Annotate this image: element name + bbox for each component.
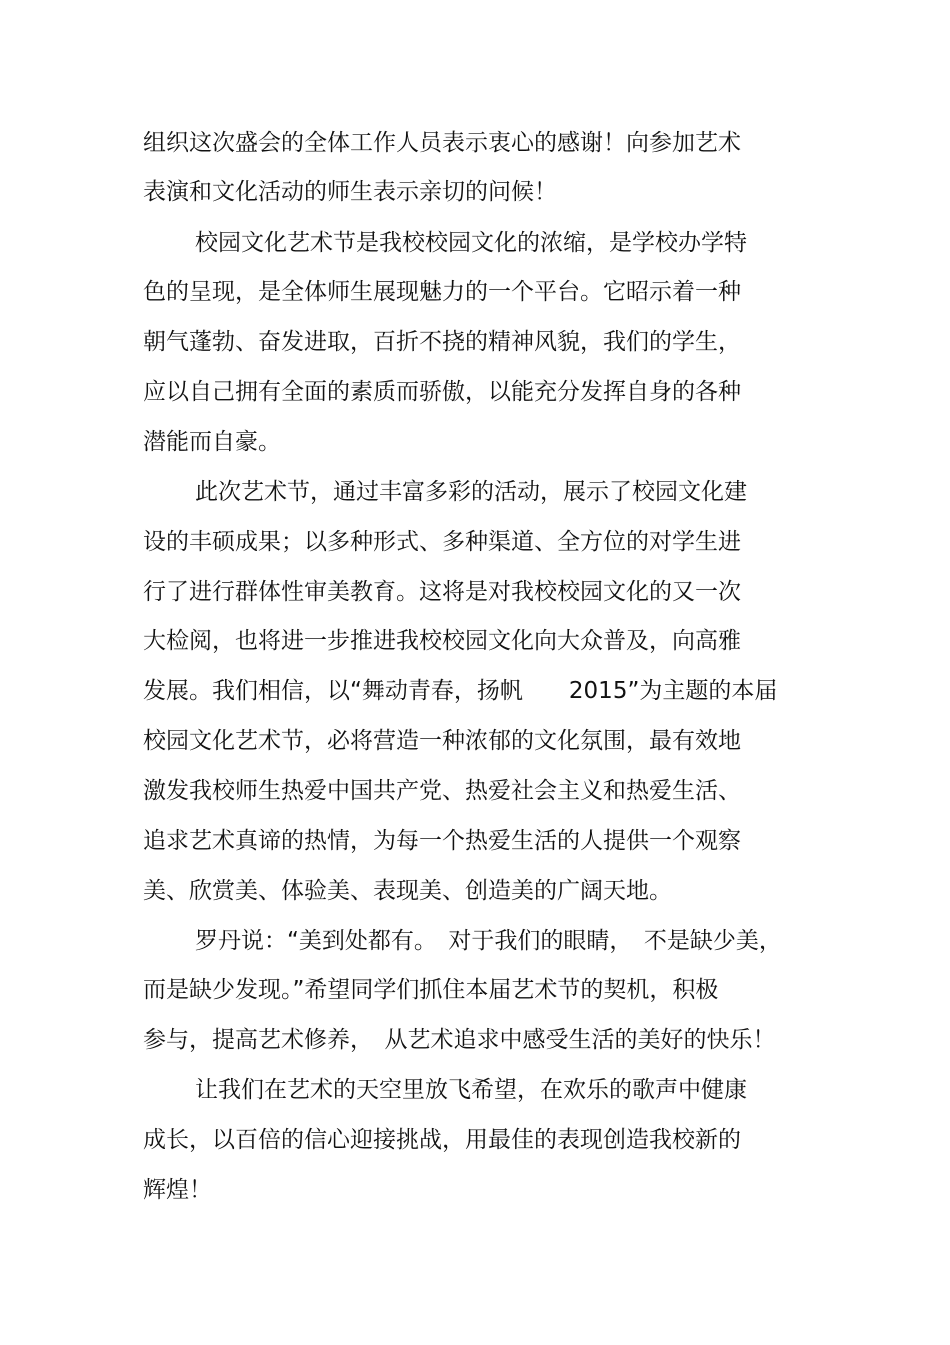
text-line: 激发我校师生热爱中国共产党、热爱社会主义和热爱生活、 <box>143 778 741 804</box>
text-line: 成长，以百倍的信心迎接挑战，用最佳的表现创造我校新的 <box>143 1127 741 1153</box>
text-line: 辉煌！ <box>143 1177 212 1203</box>
text-line: 参与，提高艺术修养， 从艺术追求中感受生活的美好的快乐！ <box>143 1027 776 1053</box>
text-line: 校园文化艺术节，必将营造一种浓郁的文化氛围，最有效地 <box>143 728 741 754</box>
text-line: 组织这次盛会的全体工作人员表示衷心的感谢！向参加艺术 <box>143 130 741 156</box>
text-line: 大检阅，也将进一步推进我校校园文化向大众普及，向高雅 <box>143 628 741 654</box>
text-line: 潜能而自豪。 <box>143 429 281 455</box>
text-line: 追求艺术真谛的热情，为每一个热爱生活的人提供一个观察 <box>143 828 741 854</box>
text-line: 发展。我们相信，以“舞动青春，扬帆 2015”为主题的本届 <box>143 678 778 704</box>
text-line: 设的丰硕成果；以多种形式、多种渠道、全方位的对学生进 <box>143 529 741 555</box>
text-line: 而是缺少发现。”希望同学们抓住本届艺术节的契机，积极 <box>143 977 719 1003</box>
text-line: 美、欣赏美、体验美、表现美、创造美的广阔天地。 <box>143 878 672 904</box>
paragraph-start-line: 此次艺术节，通过丰富多彩的活动，展示了校园文化建 <box>195 479 747 505</box>
text-line: 行了进行群体性审美教育。这将是对我校校园文化的又一次 <box>143 579 741 605</box>
paragraph-start-line: 让我们在艺术的天空里放飞希望，在欢乐的歌声中健康 <box>195 1077 747 1103</box>
text-line: 朝气蓬勃、奋发进取，百折不挠的精神风貌，我们的学生， <box>143 329 741 355</box>
text-line: 表演和文化活动的师生表示亲切的问候！ <box>143 179 557 205</box>
text-line: 色的呈现，是全体师生展现魅力的一个平台。它昭示着一种 <box>143 279 741 305</box>
text-line: 应以自己拥有全面的素质而骄傲，以能充分发挥自身的各种 <box>143 379 741 405</box>
paragraph-start-line: 罗丹说：“美到处都有。 对于我们的眼睛， 不是缺少美， <box>195 928 782 954</box>
paragraph-start-line: 校园文化艺术节是我校校园文化的浓缩，是学校办学特 <box>195 230 747 256</box>
